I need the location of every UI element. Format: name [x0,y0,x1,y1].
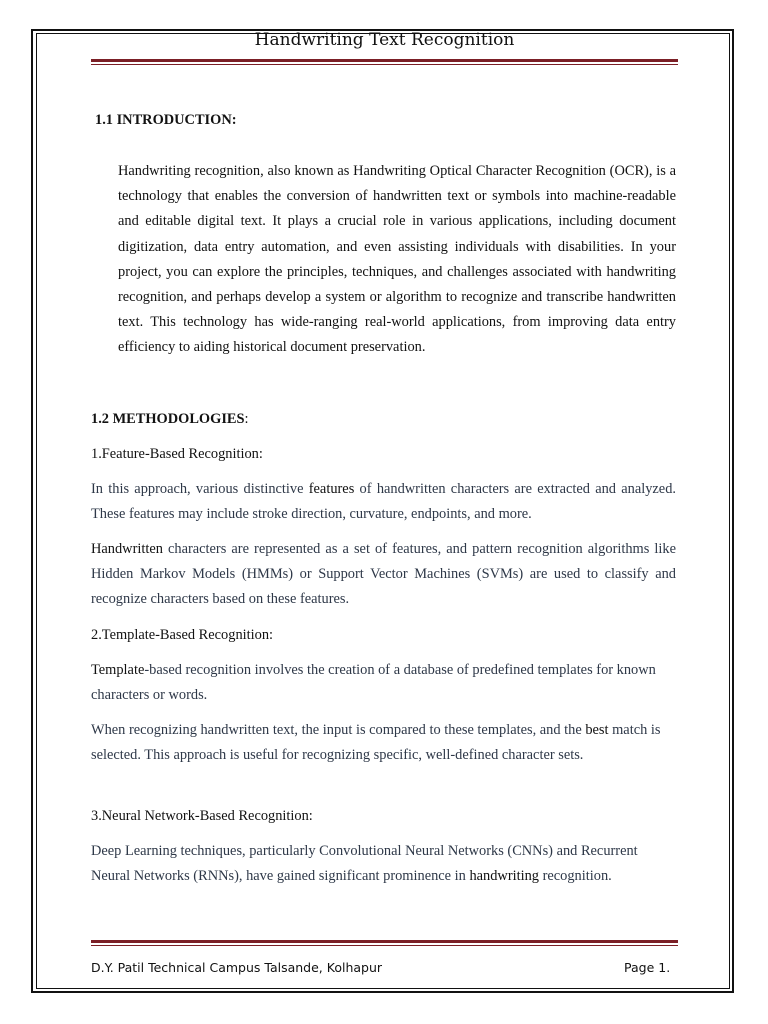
method-2-paragraph-1 [91,658,663,708]
method-2-p1-text-b: -based recognition involves the creation of a database of predefined templates for known characters or words. [91,662,656,704]
footer-page-number: Page 1. [624,960,671,975]
header-title: Handwriting Text Recognition [254,30,515,50]
method-3-p1-text-c: recognition. [539,868,612,885]
methodologies-heading [91,411,249,428]
method-2-p1-emphasis: Template [91,662,145,678]
methodologies-heading-colon: : [244,411,249,427]
method-3-p1-emphasis: handwriting [469,868,539,885]
method-1-paragraph-2 [91,537,676,613]
method-2-paragraph-2 [91,718,663,768]
method-1-p1-text-a: In this approach, various distinctive [91,481,309,497]
method-1-p2-emphasis: Handwritten [91,541,163,557]
footer-divider [91,940,678,946]
methodologies-heading-label: 1.2 METHODOLOGIES [91,411,245,427]
method-3-heading: 3.Neural Network-Based Recognition: [91,808,313,824]
method-2-p2-emphasis: best [585,722,609,738]
method-1-paragraph-1 [91,477,676,527]
method-1-heading: 1.Feature-Based Recognition: [91,446,263,462]
header-divider [91,59,678,65]
footer-institution: D.Y. Patil Technical Campus Talsande, Kolhapur [91,960,383,975]
method-3-paragraph-1 [91,839,651,889]
method-3-p1-text-a: Deep Learning techniques, particularly Convolutional Neural Networks (CNNs) and Recurrent Neural Networks (RNNs), have gained significant prominence in [91,843,638,885]
method-1-p1-emphasis: features [308,481,355,497]
method-1-p1-text-c: of handwritten characters are extracted and analyzed. These features may include stroke direction, curvature, endpoints, and more. [91,481,676,523]
intro-paragraph: Handwriting recognition, also known as Handwriting Optical Character Recognition (OCR), is a technology that enables the conversion of handwritten text or symbols into machine-readable and editable digital text. It plays a crucial role in various applications, including document digitization, data entry automation, and even assisting individuals with disabilities. In your project, you can explore the principles, techniques, and challenges associated with handwriting recognition, and perhaps develop a system or algorithm to recognize and transcribe handwritten text. This technology has wide-ranging real-world applications, from improving data entry efficiency to aiding historical document preservation. [118,163,676,356]
method-2-heading: 2.Template-Based Recognition: [91,627,274,643]
method-1-p2-text-b: characters are represented as a set of features, and pattern recognition algorithms like Hidden Markov Models (HMMs) or Support Vector Machines (SVMs) are used to classify and recognize characters based on these features. [91,541,676,608]
intro-heading: 1.1 INTRODUCTION: [95,112,237,128]
method-2-p2-text-c: match is selected. This approach is useful for recognizing specific, well-defined character sets. [91,722,661,764]
method-2-p2-text-a: When recognizing handwritten text, the input is compared to these templates, and the [91,722,586,738]
